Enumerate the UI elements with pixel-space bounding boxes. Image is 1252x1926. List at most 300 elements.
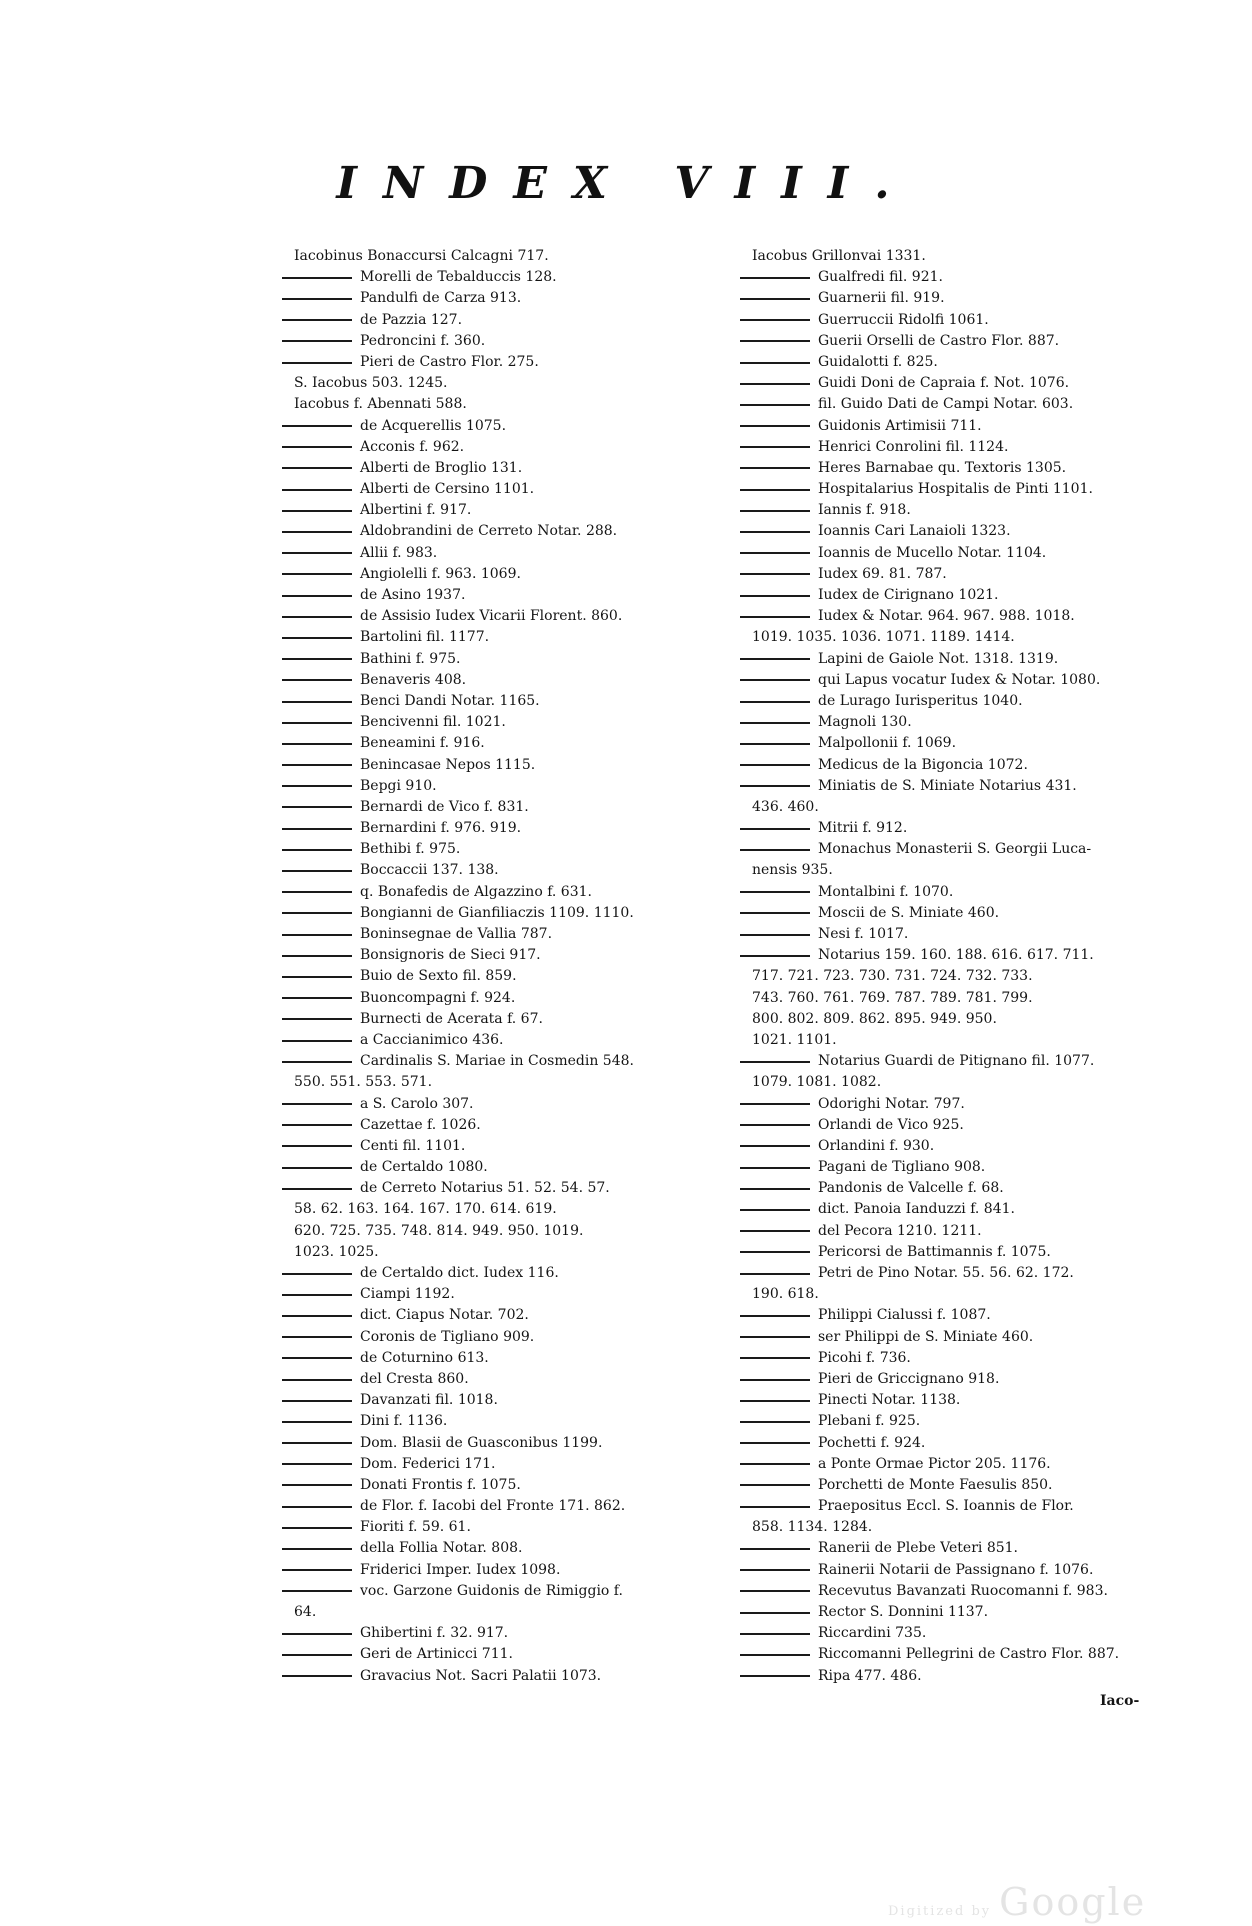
ditto-dash bbox=[740, 425, 810, 427]
index-entry-text: a Caccianimico 436. bbox=[360, 1031, 504, 1048]
index-entry-text: de Cerreto Notarius 51. 52. 54. 57. bbox=[360, 1180, 610, 1197]
index-entry bbox=[282, 818, 702, 839]
index-entry bbox=[740, 1263, 1180, 1284]
ditto-dash bbox=[740, 1590, 810, 1592]
ditto-dash bbox=[740, 849, 810, 851]
index-entry bbox=[282, 1602, 702, 1623]
index-entry bbox=[282, 1666, 702, 1687]
digitized-watermark bbox=[888, 1880, 1146, 1924]
ditto-dash bbox=[282, 1633, 352, 1635]
index-entry bbox=[282, 458, 702, 479]
index-entry bbox=[740, 1538, 1180, 1559]
index-entry bbox=[282, 1051, 702, 1072]
index-entry-text: Dini f. 1136. bbox=[360, 1413, 448, 1430]
index-entry-text: 717. 721. 723. 730. 731. 724. 732. 733. bbox=[752, 968, 1033, 985]
index-entry-text: voc. Garzone Guidonis de Rimiggio f. bbox=[360, 1582, 623, 1599]
index-entry bbox=[282, 500, 702, 521]
index-entry bbox=[740, 1284, 1180, 1305]
index-entry-text: Magnoli 130. bbox=[818, 714, 912, 731]
index-entry-text: Malpollonii f. 1069. bbox=[818, 735, 957, 752]
index-entry bbox=[740, 1157, 1180, 1178]
index-entry bbox=[282, 288, 702, 309]
index-entry-text: Allii f. 983. bbox=[360, 544, 438, 561]
index-entry bbox=[282, 945, 702, 966]
index-entry bbox=[282, 860, 702, 881]
index-entry-text: Bepgi 910. bbox=[360, 777, 437, 794]
index-entry bbox=[282, 543, 702, 564]
ditto-dash bbox=[282, 1569, 352, 1571]
index-entry bbox=[740, 1623, 1180, 1644]
index-entry bbox=[282, 1009, 702, 1030]
index-entry bbox=[282, 1517, 702, 1538]
index-entry bbox=[282, 1454, 702, 1475]
index-entry bbox=[282, 882, 702, 903]
index-entry-text: 436. 460. bbox=[752, 798, 819, 815]
index-entry-text: Orlandini f. 930. bbox=[818, 1137, 935, 1154]
index-entry bbox=[740, 1411, 1180, 1432]
ditto-dash bbox=[740, 828, 810, 830]
index-entry bbox=[740, 1051, 1180, 1072]
index-entry bbox=[740, 1644, 1180, 1665]
index-entry bbox=[740, 755, 1180, 776]
index-entry-text: Porchetti de Monte Faesulis 850. bbox=[818, 1476, 1053, 1493]
index-entry bbox=[282, 1390, 702, 1411]
index-entry bbox=[282, 310, 702, 331]
index-entry bbox=[282, 903, 702, 924]
index-entry-text: Iudex 69. 81. 787. bbox=[818, 565, 947, 582]
index-entry-text: de Certaldo 1080. bbox=[360, 1159, 488, 1176]
index-entry bbox=[740, 352, 1180, 373]
index-entry-text: Medicus de la Bigoncia 1072. bbox=[818, 756, 1028, 773]
index-entry-text: de Acquerellis 1075. bbox=[360, 417, 507, 434]
ditto-dash bbox=[740, 1654, 810, 1656]
ditto-dash bbox=[282, 891, 352, 893]
index-entry-text: q. Bonafedis de Algazzino f. 631. bbox=[360, 883, 592, 900]
index-entry-text: fil. Guido Dati de Campi Notar. 603. bbox=[818, 396, 1074, 413]
ditto-dash bbox=[740, 362, 810, 364]
index-entry-text: 64. bbox=[294, 1604, 317, 1620]
ditto-dash bbox=[740, 955, 810, 957]
index-entry-text: Benci Dandi Notar. 1165. bbox=[360, 692, 540, 709]
ditto-dash bbox=[740, 446, 810, 448]
index-entry-text: del Pecora 1210. 1211. bbox=[818, 1222, 982, 1239]
ditto-dash bbox=[282, 1654, 352, 1656]
ditto-dash bbox=[740, 701, 810, 703]
index-entry bbox=[282, 585, 702, 606]
ditto-dash bbox=[282, 1527, 352, 1529]
index-entry-text: Picohi f. 736. bbox=[818, 1349, 911, 1366]
index-entry-text: Henrici Conrolini fil. 1124. bbox=[818, 438, 1009, 455]
index-entry bbox=[282, 691, 702, 712]
index-entry bbox=[740, 1305, 1180, 1326]
index-entry-text: Riccomanni Pellegrini de Castro Flor. 887. bbox=[818, 1646, 1120, 1663]
index-entry-text: Philippi Cialussi f. 1087. bbox=[818, 1307, 991, 1324]
index-entry-text: Bethibi f. 975. bbox=[360, 841, 461, 858]
ditto-dash bbox=[740, 552, 810, 554]
index-entry bbox=[282, 1242, 702, 1263]
index-entry bbox=[740, 416, 1180, 437]
index-entry-text: Boninsegnae de Vallia 787. bbox=[360, 926, 553, 942]
index-entry bbox=[282, 1115, 702, 1136]
index-entry bbox=[282, 479, 702, 500]
index-entry bbox=[740, 1666, 1180, 1687]
index-entry bbox=[740, 1221, 1180, 1242]
ditto-dash bbox=[282, 1336, 352, 1338]
index-entry-text: de Pazzia 127. bbox=[360, 311, 463, 328]
index-entry-text: Notarius 159. 160. 188. 616. 617. 711. bbox=[818, 947, 1094, 964]
index-entry-text: Ioannis de Mucello Notar. 1104. bbox=[818, 544, 1047, 561]
index-entry-text: Guidalotti f. 825. bbox=[818, 353, 938, 370]
index-entry bbox=[282, 988, 702, 1009]
index-entry-text: Pieri de Griccignano 918. bbox=[818, 1370, 1000, 1387]
index-entry-text: Benaveris 408. bbox=[360, 671, 467, 688]
index-entry bbox=[740, 691, 1180, 712]
index-entry-text: dict. Panoia Ianduzzi f. 841. bbox=[818, 1201, 1015, 1218]
index-entry bbox=[282, 437, 702, 458]
ditto-dash bbox=[282, 764, 352, 766]
index-entry bbox=[740, 1030, 1180, 1051]
ditto-dash bbox=[740, 616, 810, 618]
index-entry bbox=[282, 394, 702, 415]
index-entry-text: Gravacius Not. Sacri Palatii 1073. bbox=[360, 1667, 602, 1684]
index-entry-text: Nesi f. 1017. bbox=[818, 926, 909, 942]
index-entry bbox=[282, 267, 702, 288]
ditto-dash bbox=[740, 1400, 810, 1402]
index-entry-text: Notarius Guardi de Pitignano fil. 1077. bbox=[818, 1053, 1095, 1070]
ditto-dash bbox=[282, 1400, 352, 1402]
ditto-dash bbox=[740, 531, 810, 533]
index-entry bbox=[282, 1072, 702, 1093]
index-entry-text: de Lurago Iurisperitus 1040. bbox=[818, 692, 1023, 709]
ditto-dash bbox=[740, 1421, 810, 1423]
index-entry bbox=[740, 1199, 1180, 1220]
index-entry-text: Bongianni de Gianfiliaczis 1109. 1110. bbox=[360, 904, 634, 921]
index-entry-text: Riccardini 735. bbox=[818, 1625, 927, 1642]
index-entry-text: Friderici Imper. Iudex 1098. bbox=[360, 1561, 561, 1578]
ditto-dash bbox=[282, 1421, 352, 1423]
index-entry bbox=[282, 1305, 702, 1326]
index-entry-text: de Asino 1937. bbox=[360, 587, 466, 603]
index-entry bbox=[282, 1369, 702, 1390]
ditto-dash bbox=[282, 849, 352, 851]
index-entry-text: Recevutus Bavanzati Ruocomanni f. 983. bbox=[818, 1582, 1108, 1599]
index-entry-text: del Cresta 860. bbox=[360, 1370, 469, 1387]
index-entry bbox=[740, 288, 1180, 309]
index-entry-text: Bartolini fil. 1177. bbox=[360, 629, 490, 646]
index-entry-text: Pieri de Castro Flor. 275. bbox=[360, 353, 539, 370]
index-entry bbox=[282, 670, 702, 691]
index-entry-text: Pericorsi de Battimannis f. 1075. bbox=[818, 1243, 1051, 1260]
ditto-dash bbox=[740, 510, 810, 512]
index-entry bbox=[282, 373, 702, 394]
index-entry-text: Burnecti de Acerata f. 67. bbox=[360, 1010, 543, 1027]
index-entry bbox=[740, 966, 1180, 987]
index-entry-text: Acconis f. 962. bbox=[360, 438, 465, 455]
ditto-dash bbox=[282, 976, 352, 978]
ditto-dash bbox=[282, 658, 352, 660]
ditto-dash bbox=[740, 1145, 810, 1147]
ditto-dash bbox=[740, 1442, 810, 1444]
index-entry-text: dict. Ciapus Notar. 702. bbox=[360, 1307, 529, 1324]
index-entry-text: a Ponte Ormae Pictor 205. 1176. bbox=[818, 1455, 1051, 1472]
index-entry bbox=[282, 1263, 702, 1284]
index-entry-text: Orlandi de Vico 925. bbox=[818, 1116, 964, 1133]
index-entry-text: Rainerii Notarii de Passignano f. 1076. bbox=[818, 1561, 1094, 1578]
index-entry-text: Pandonis de Valcelle f. 68. bbox=[818, 1180, 1004, 1197]
ditto-dash bbox=[282, 722, 352, 724]
watermark-prefix: Digitized by bbox=[888, 1904, 992, 1919]
index-entry-text: Centi fil. 1101. bbox=[360, 1137, 466, 1154]
index-entry bbox=[740, 1390, 1180, 1411]
ditto-dash bbox=[282, 1548, 352, 1550]
index-entry bbox=[282, 416, 702, 437]
index-entry-text: Cardinalis S. Mariae in Cosmedin 548. bbox=[360, 1053, 634, 1070]
ditto-dash bbox=[282, 467, 352, 469]
index-entry bbox=[282, 924, 702, 945]
index-entry-text: Iacobus f. Abennati 588. bbox=[294, 396, 467, 413]
ditto-dash bbox=[740, 1061, 810, 1063]
index-entry bbox=[740, 267, 1180, 288]
index-entry-text: Bencivenni fil. 1021. bbox=[360, 714, 506, 731]
index-entry-text: Cazettae f. 1026. bbox=[360, 1116, 481, 1133]
index-entry-text: Beneamini f. 916. bbox=[360, 735, 485, 752]
ditto-dash bbox=[740, 743, 810, 745]
index-entry bbox=[282, 246, 702, 267]
ditto-dash bbox=[282, 806, 352, 808]
ditto-dash bbox=[282, 340, 352, 342]
index-entry-text: Dom. Federici 171. bbox=[360, 1455, 496, 1472]
index-entry-text: 800. 802. 809. 862. 895. 949. 950. bbox=[752, 1010, 997, 1027]
ditto-dash bbox=[740, 573, 810, 575]
ditto-dash bbox=[740, 1506, 810, 1508]
index-entry bbox=[740, 394, 1180, 415]
index-entry-text: Praepositus Eccl. S. Ioannis de Flor. bbox=[818, 1498, 1074, 1515]
index-entry-text: a S. Carolo 307. bbox=[360, 1095, 474, 1112]
ditto-dash bbox=[740, 277, 810, 279]
index-entry bbox=[740, 437, 1180, 458]
ditto-dash bbox=[740, 1315, 810, 1317]
index-entry bbox=[282, 606, 702, 627]
index-entry bbox=[282, 1327, 702, 1348]
ditto-dash bbox=[282, 298, 352, 300]
index-entry-text: Pedroncini f. 360. bbox=[360, 332, 486, 349]
ditto-dash bbox=[740, 912, 810, 914]
ditto-dash bbox=[740, 1251, 810, 1253]
ditto-dash bbox=[282, 595, 352, 597]
ditto-dash bbox=[282, 573, 352, 575]
index-entry-text: Pandulfi de Carza 913. bbox=[360, 290, 522, 307]
ditto-dash bbox=[740, 1463, 810, 1465]
index-entry bbox=[282, 1284, 702, 1305]
index-entry-text: Monachus Monasterii S. Georgii Luca- bbox=[818, 841, 1092, 858]
index-entry-text: Iacobus Grillonvai 1331. bbox=[752, 248, 926, 264]
index-entry bbox=[740, 670, 1180, 691]
ditto-dash bbox=[282, 1167, 352, 1169]
ditto-dash bbox=[282, 743, 352, 745]
ditto-dash bbox=[282, 425, 352, 427]
index-entry-text: Miniatis de S. Miniate Notarius 431. bbox=[818, 777, 1077, 794]
ditto-dash bbox=[740, 722, 810, 724]
index-entry bbox=[282, 755, 702, 776]
index-entry bbox=[282, 521, 702, 542]
index-entry bbox=[740, 1327, 1180, 1348]
ditto-dash bbox=[282, 785, 352, 787]
index-entry-text: 190. 618. bbox=[752, 1286, 819, 1303]
index-entry bbox=[740, 945, 1180, 966]
ditto-dash bbox=[740, 1569, 810, 1571]
index-entry bbox=[282, 1496, 702, 1517]
index-entry bbox=[740, 521, 1180, 542]
ditto-dash bbox=[282, 1273, 352, 1275]
index-entry-text: 743. 760. 761. 769. 787. 789. 781. 799. bbox=[752, 989, 1033, 1006]
ditto-dash bbox=[282, 934, 352, 936]
index-entry bbox=[740, 458, 1180, 479]
ditto-dash bbox=[740, 1633, 810, 1635]
index-entry-text: Guerii Orselli de Castro Flor. 887. bbox=[818, 332, 1060, 349]
ditto-dash bbox=[282, 1484, 352, 1486]
index-entry bbox=[740, 924, 1180, 945]
index-entry-text: Montalbini f. 1070. bbox=[818, 883, 954, 900]
ditto-dash bbox=[740, 319, 810, 321]
index-entry-text: Angiolelli f. 963. 1069. bbox=[360, 565, 521, 582]
index-entry bbox=[740, 1348, 1180, 1369]
index-entry-text: Bathini f. 975. bbox=[360, 650, 461, 667]
index-entry bbox=[740, 310, 1180, 331]
index-entry-text: Bernardi de Vico f. 831. bbox=[360, 798, 529, 815]
ditto-dash bbox=[282, 870, 352, 872]
ditto-dash bbox=[740, 1484, 810, 1486]
index-entry bbox=[740, 1560, 1180, 1581]
index-entry bbox=[740, 1517, 1180, 1538]
index-entry bbox=[282, 1581, 702, 1602]
index-entry-text: Guidi Doni de Capraia f. Not. 1076. bbox=[818, 375, 1070, 392]
ditto-dash bbox=[282, 277, 352, 279]
index-entry bbox=[282, 839, 702, 860]
index-entry-text: Alberti de Cersino 1101. bbox=[360, 481, 535, 498]
ditto-dash bbox=[740, 467, 810, 469]
index-entry-text: 858. 1134. 1284. bbox=[752, 1519, 873, 1536]
index-entry-text: Petri de Pino Notar. 55. 56. 62. 172. bbox=[818, 1265, 1074, 1281]
index-entry-text: Iudex de Cirignano 1021. bbox=[818, 587, 999, 603]
index-entry bbox=[740, 1094, 1180, 1115]
index-entry-text: 1019. 1035. 1036. 1071. 1189. 1414. bbox=[752, 629, 1015, 646]
ditto-dash bbox=[740, 934, 810, 936]
ditto-dash bbox=[282, 637, 352, 639]
index-entry-text: Aldobrandini de Cerreto Notar. 288. bbox=[360, 523, 618, 540]
index-entry bbox=[740, 818, 1180, 839]
ditto-dash bbox=[740, 1273, 810, 1275]
index-entry bbox=[282, 352, 702, 373]
index-entry-text: Morelli de Tebalduccis 128. bbox=[360, 269, 557, 286]
index-entry-text: Coronis de Tigliano 909. bbox=[360, 1328, 535, 1345]
index-entry bbox=[740, 1178, 1180, 1199]
index-entry bbox=[740, 1602, 1180, 1623]
ditto-dash bbox=[282, 1315, 352, 1317]
ditto-dash bbox=[282, 1040, 352, 1042]
ditto-dash bbox=[740, 1188, 810, 1190]
ditto-dash bbox=[282, 1103, 352, 1105]
ditto-dash bbox=[282, 1463, 352, 1465]
index-entry-text: Guerruccii Ridolfi 1061. bbox=[818, 311, 989, 328]
index-entry bbox=[740, 585, 1180, 606]
ditto-dash bbox=[282, 1590, 352, 1592]
ditto-dash bbox=[282, 1145, 352, 1147]
ditto-dash bbox=[282, 531, 352, 533]
index-entry bbox=[740, 1009, 1180, 1030]
index-entry bbox=[282, 1199, 702, 1220]
index-entry-text: Boccaccii 137. 138. bbox=[360, 862, 499, 879]
index-entry bbox=[740, 1454, 1180, 1475]
ditto-dash bbox=[282, 446, 352, 448]
index-entry bbox=[740, 1115, 1180, 1136]
index-entry bbox=[282, 1136, 702, 1157]
index-entry-text: Plebani f. 925. bbox=[818, 1413, 921, 1430]
index-column-left bbox=[282, 246, 702, 1687]
watermark-brand: Google bbox=[999, 1880, 1147, 1924]
ditto-dash bbox=[740, 658, 810, 660]
index-entry-text: Iannis f. 918. bbox=[818, 502, 911, 519]
index-entry bbox=[282, 1178, 702, 1199]
index-entry-text: Geri de Artinicci 711. bbox=[360, 1646, 513, 1663]
index-entry bbox=[740, 797, 1180, 818]
index-entry bbox=[740, 1242, 1180, 1263]
ditto-dash bbox=[740, 1336, 810, 1338]
index-entry-text: Guidonis Artimisii 711. bbox=[818, 417, 982, 434]
ditto-dash bbox=[282, 489, 352, 491]
index-entry bbox=[282, 1157, 702, 1178]
ditto-dash bbox=[282, 552, 352, 554]
index-entry-text: Pochetti f. 924. bbox=[818, 1434, 926, 1451]
index-entry bbox=[740, 903, 1180, 924]
index-entry bbox=[282, 1644, 702, 1665]
ditto-dash bbox=[282, 1675, 352, 1677]
ditto-dash bbox=[740, 764, 810, 766]
index-entry bbox=[740, 246, 1180, 267]
index-entry bbox=[282, 1560, 702, 1581]
index-entry bbox=[740, 606, 1180, 627]
index-entry bbox=[740, 1581, 1180, 1602]
index-entry-text: ser Philippi de S. Miniate 460. bbox=[818, 1328, 1034, 1345]
index-entry-text: Gualfredi fil. 921. bbox=[818, 269, 943, 286]
index-entry-text: Ioannis Cari Lanaioli 1323. bbox=[818, 523, 1011, 540]
index-entry bbox=[740, 479, 1180, 500]
ditto-dash bbox=[740, 1103, 810, 1105]
ditto-dash bbox=[282, 1294, 352, 1296]
index-entry bbox=[282, 1475, 702, 1496]
index-entry bbox=[740, 373, 1180, 394]
index-entry-text: Heres Barnabae qu. Textoris 1305. bbox=[818, 459, 1067, 476]
index-entry-text: Hospitalarius Hospitalis de Pinti 1101. bbox=[818, 481, 1093, 498]
index-entry bbox=[282, 1094, 702, 1115]
index-entry bbox=[740, 1136, 1180, 1157]
index-column-right bbox=[740, 246, 1180, 1687]
ditto-dash bbox=[282, 1018, 352, 1020]
index-entry-text: Bernardini f. 976. 919. bbox=[360, 820, 522, 837]
ditto-dash bbox=[282, 616, 352, 618]
index-entry bbox=[740, 988, 1180, 1009]
index-entry-text: 620. 725. 735. 748. 814. 949. 950. 1019. bbox=[294, 1222, 584, 1239]
ditto-dash bbox=[740, 1379, 810, 1381]
index-entry-text: de Certaldo dict. Iudex 116. bbox=[360, 1265, 559, 1281]
index-entry bbox=[740, 776, 1180, 797]
ditto-dash bbox=[740, 1357, 810, 1359]
ditto-dash bbox=[282, 1357, 352, 1359]
index-entry bbox=[740, 1475, 1180, 1496]
index-entry-text: 1023. 1025. bbox=[294, 1243, 379, 1260]
ditto-dash bbox=[282, 1506, 352, 1508]
ditto-dash bbox=[740, 1209, 810, 1211]
index-entry bbox=[740, 331, 1180, 352]
